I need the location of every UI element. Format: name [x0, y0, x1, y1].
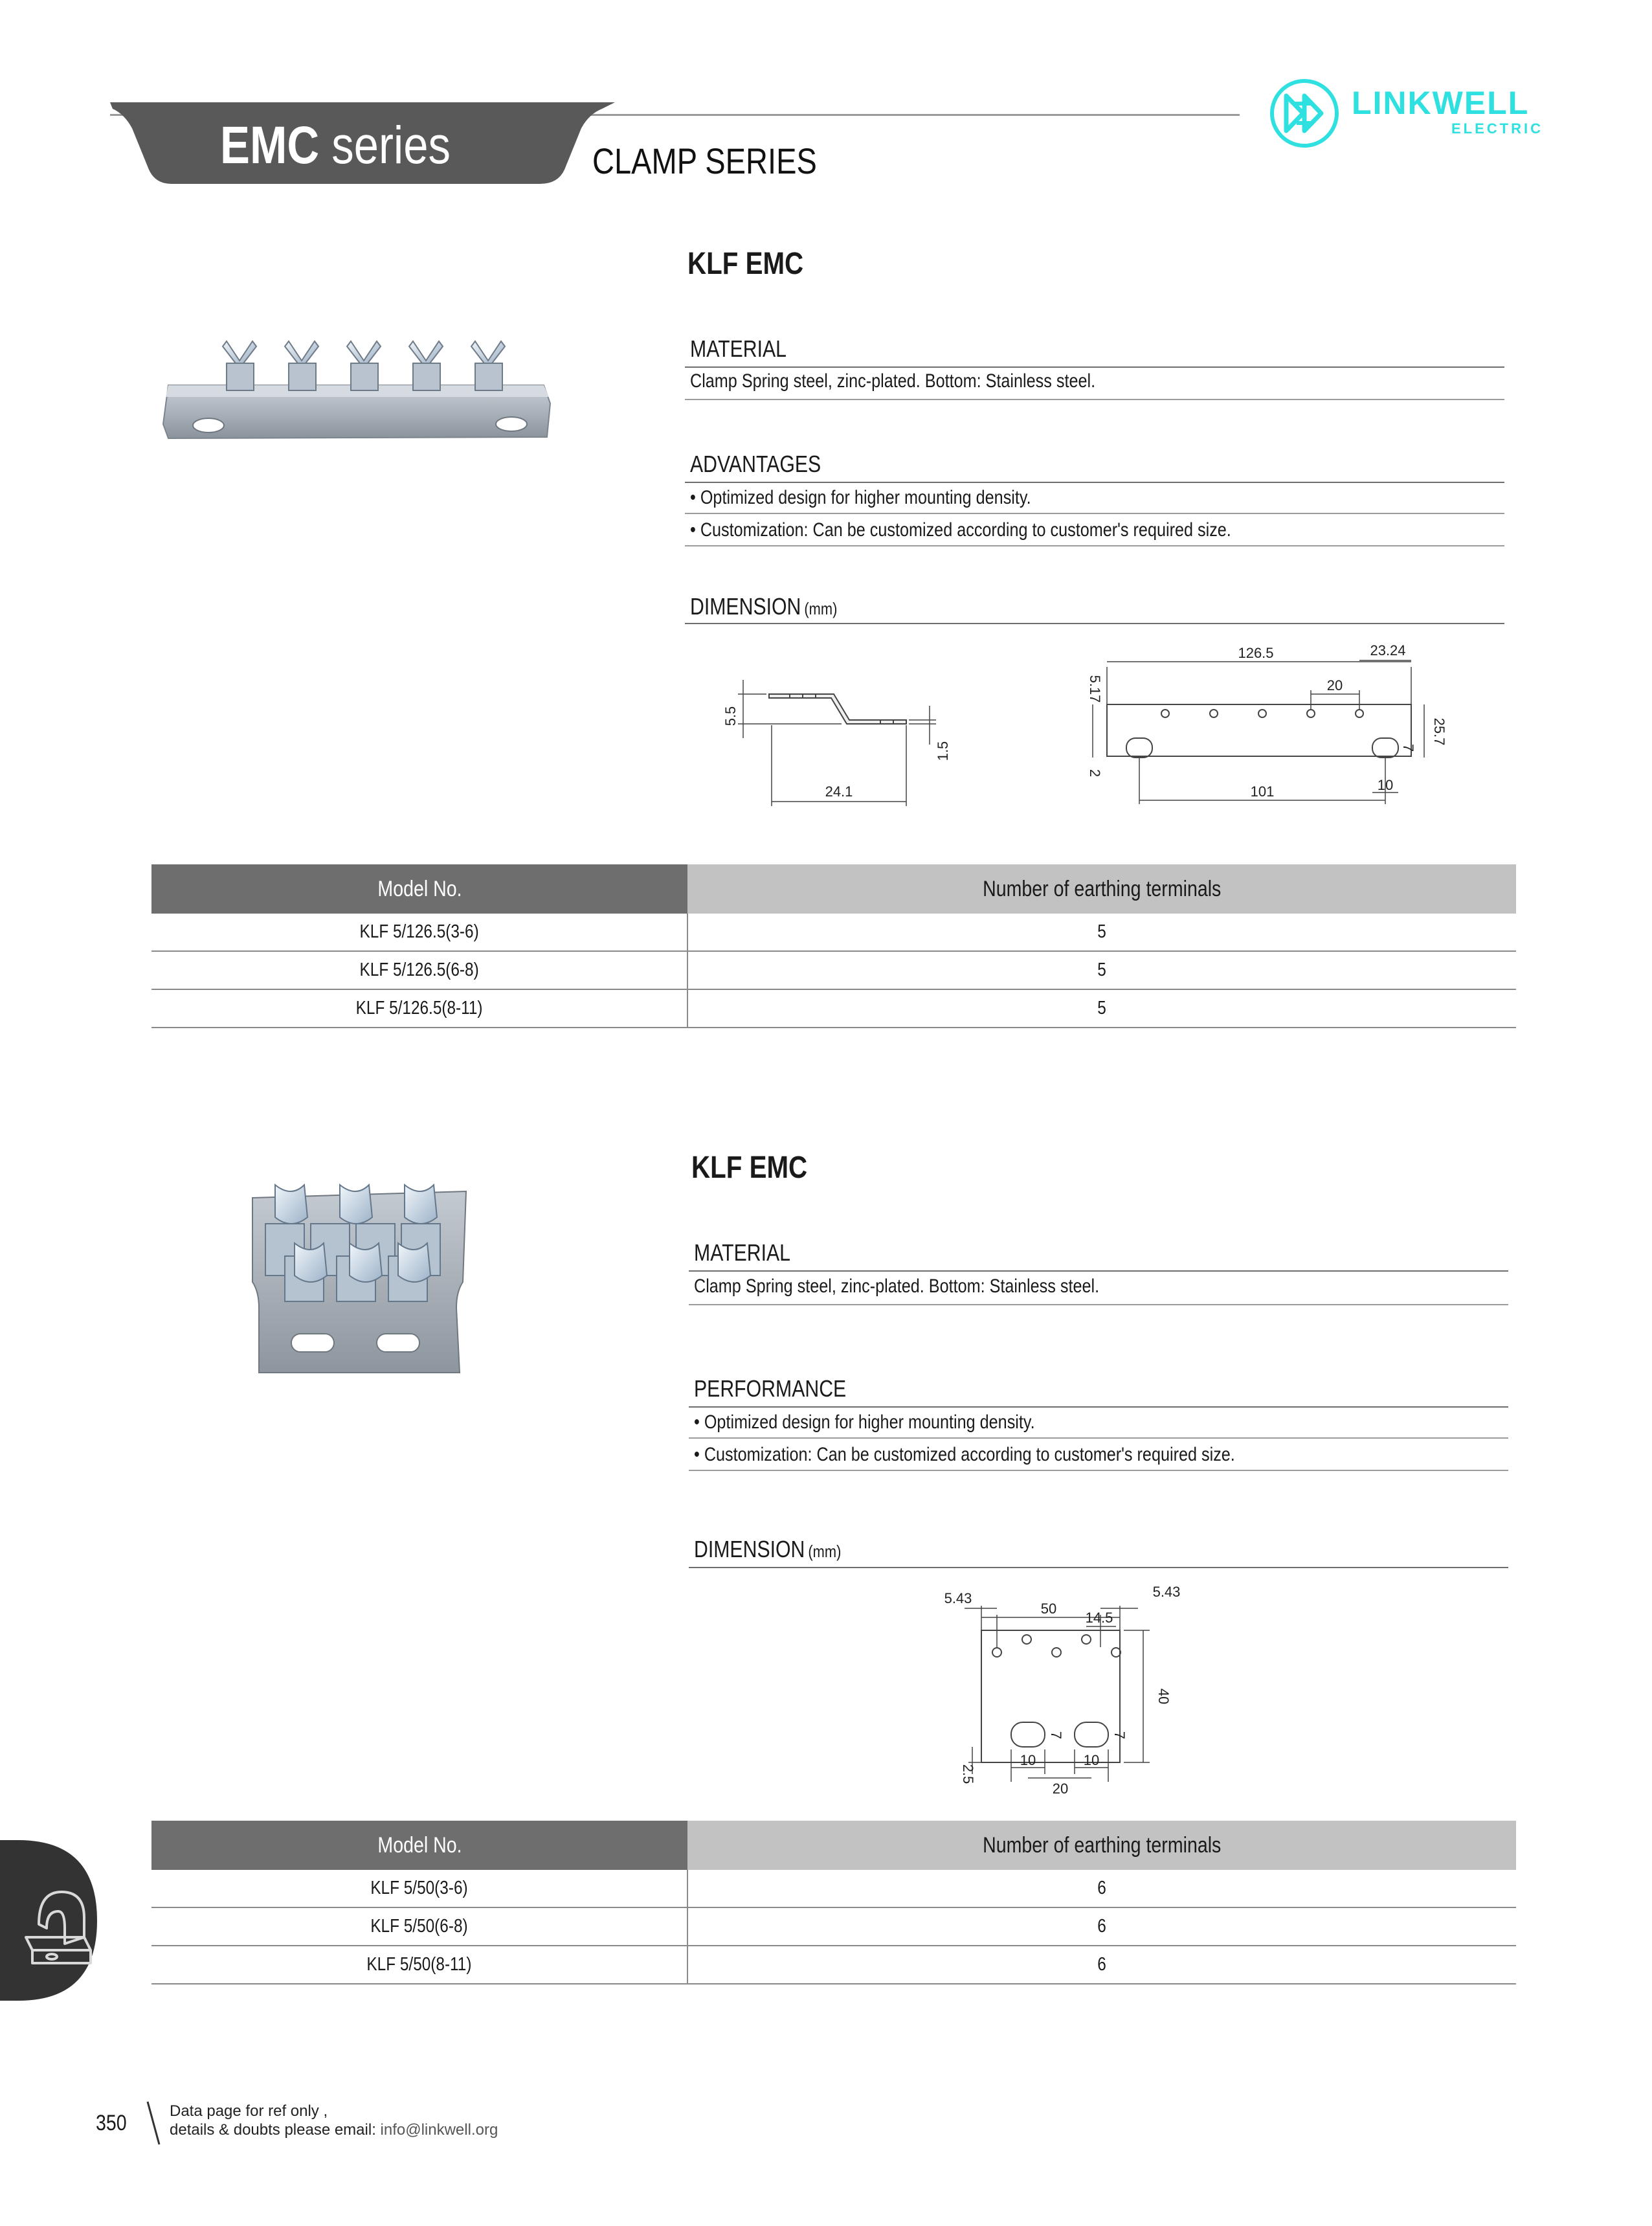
- linkwell-logo-icon: [1266, 78, 1343, 149]
- terminals-cell: 6: [1097, 1954, 1107, 1975]
- dim-label: 10: [1020, 1752, 1036, 1768]
- row-divider: [689, 1304, 1508, 1305]
- footer-email[interactable]: info@linkwell.org: [380, 2121, 498, 2139]
- product-2-dimension-heading: DIMENSION (mm): [694, 1536, 842, 1562]
- table-row: [151, 1907, 1516, 1946]
- product-1-material-text: Clamp Spring steel, zinc-plated. Bottom: Stainless steel.: [690, 370, 1096, 392]
- section-divider: [689, 1406, 1508, 1408]
- dim-label: 10: [1377, 777, 1394, 793]
- dim-label: 23.24: [1370, 642, 1406, 658]
- series-title: EMC series: [220, 116, 451, 175]
- product-2-feature-1: • Optimized design for higher mounting density.: [694, 1411, 1035, 1433]
- product-photo-klf-emc-50: [240, 1159, 486, 1379]
- terminals-cell: 5: [1097, 960, 1107, 980]
- terminals-cell: 5: [1097, 921, 1107, 942]
- product-1-feature-1: • Optimized design for higher mounting density.: [690, 487, 1031, 508]
- terminals-cell: 6: [1097, 1916, 1107, 1937]
- table-header-terminals: Number of earthing terminals: [687, 864, 1516, 914]
- dim-label: 20: [1052, 1781, 1069, 1797]
- product-2-dimension-drawing: [932, 1580, 1204, 1800]
- model-cell: KLF 5/126.5(3-6): [359, 921, 479, 942]
- dim-label: 7: [1400, 743, 1416, 752]
- product-1-dimension-heading: DIMENSION (mm): [690, 593, 838, 620]
- dim-label: 20: [1326, 677, 1343, 693]
- product-1-side-view-drawing: [712, 660, 971, 822]
- footer-line-2: details & doubts please email:: [170, 2121, 381, 2139]
- table-header-model: Model No.: [151, 1821, 687, 1870]
- product-2-feature-2: • Customization: Can be customized according to customer's required size.: [694, 1444, 1235, 1465]
- model-cell: KLF 5/126.5(6-8): [359, 960, 479, 980]
- product-2-model-table: [151, 1821, 1516, 1984]
- dim-label: 2.5: [960, 1764, 976, 1784]
- product-2-material-heading: MATERIAL: [694, 1239, 790, 1266]
- table-row: [151, 989, 1516, 1028]
- product-1-advantages-heading: ADVANTAGES: [690, 451, 821, 477]
- dim-label: 25.7: [1431, 717, 1447, 746]
- dim-label: 5.43: [944, 1590, 972, 1606]
- product-1-title: KLF EMC: [687, 247, 804, 281]
- table-row: [151, 951, 1516, 989]
- model-cell: KLF 5/50(6-8): [370, 1916, 468, 1937]
- product-1-material-heading: MATERIAL: [690, 335, 787, 362]
- side-tab-clamp-icon: [0, 1840, 97, 2001]
- page-number: 350: [96, 2111, 127, 2135]
- table-header-model: Model No.: [151, 864, 687, 914]
- dim-label: 10: [1083, 1752, 1100, 1768]
- product-2-performance-heading: PERFORMANCE: [694, 1375, 847, 1402]
- terminals-cell: 5: [1097, 998, 1107, 1018]
- row-divider: [689, 1470, 1508, 1471]
- model-cell: KLF 5/50(3-6): [370, 1878, 468, 1898]
- dim-label: 126.5: [1238, 645, 1274, 661]
- section-divider: [689, 1270, 1508, 1272]
- product-1-model-table: [151, 864, 1516, 1028]
- table-row: [151, 1870, 1516, 1907]
- row-divider: [685, 513, 1504, 514]
- section-divider: [689, 1567, 1508, 1568]
- dim-label: 24.1: [825, 783, 853, 800]
- dim-label: 5.17: [1087, 675, 1103, 703]
- dim-label: 7: [1111, 1731, 1128, 1740]
- footer-line-1: Data page for ref only ,: [170, 2102, 328, 2120]
- dim-label: 1.5: [935, 741, 951, 761]
- footer-slash: [144, 2100, 163, 2146]
- dim-label: 2: [1087, 769, 1103, 778]
- product-1-feature-2: • Customization: Can be customized according to customer's required size.: [690, 519, 1231, 541]
- dim-label: 50: [1040, 1601, 1057, 1617]
- dim-label: 101: [1250, 783, 1275, 800]
- model-cell: KLF 5/50(8-11): [366, 1954, 472, 1975]
- table-row: [151, 914, 1516, 951]
- row-divider: [685, 545, 1504, 546]
- terminals-cell: 6: [1097, 1878, 1107, 1898]
- row-divider: [689, 1437, 1508, 1439]
- page-subtitle: CLAMP SERIES: [592, 141, 817, 181]
- logo-subtext: ELECTRIC: [1451, 120, 1543, 137]
- row-divider: [685, 399, 1504, 400]
- dim-label: 5.5: [722, 706, 739, 726]
- section-divider: [685, 623, 1504, 624]
- product-2-title: KLF EMC: [691, 1151, 808, 1185]
- model-cell: KLF 5/126.5(8-11): [355, 998, 483, 1018]
- product-photo-klf-emc-126: [149, 327, 563, 456]
- dim-label: 7: [1048, 1731, 1064, 1740]
- dim-label: 40: [1155, 1688, 1172, 1705]
- dim-label: 14.5: [1085, 1610, 1113, 1626]
- section-divider: [685, 366, 1504, 368]
- table-row: [151, 1946, 1516, 1984]
- section-divider: [685, 482, 1504, 483]
- footer-note: [170, 2102, 498, 2139]
- table-header-terminals: Number of earthing terminals: [687, 1821, 1516, 1870]
- product-1-front-view-drawing: [1075, 635, 1463, 829]
- dim-label: 5.43: [1152, 1584, 1181, 1600]
- logo-wordmark: LINKWELL: [1352, 85, 1530, 121]
- product-2-material-text: Clamp Spring steel, zinc-plated. Bottom: Stainless steel.: [694, 1276, 1100, 1297]
